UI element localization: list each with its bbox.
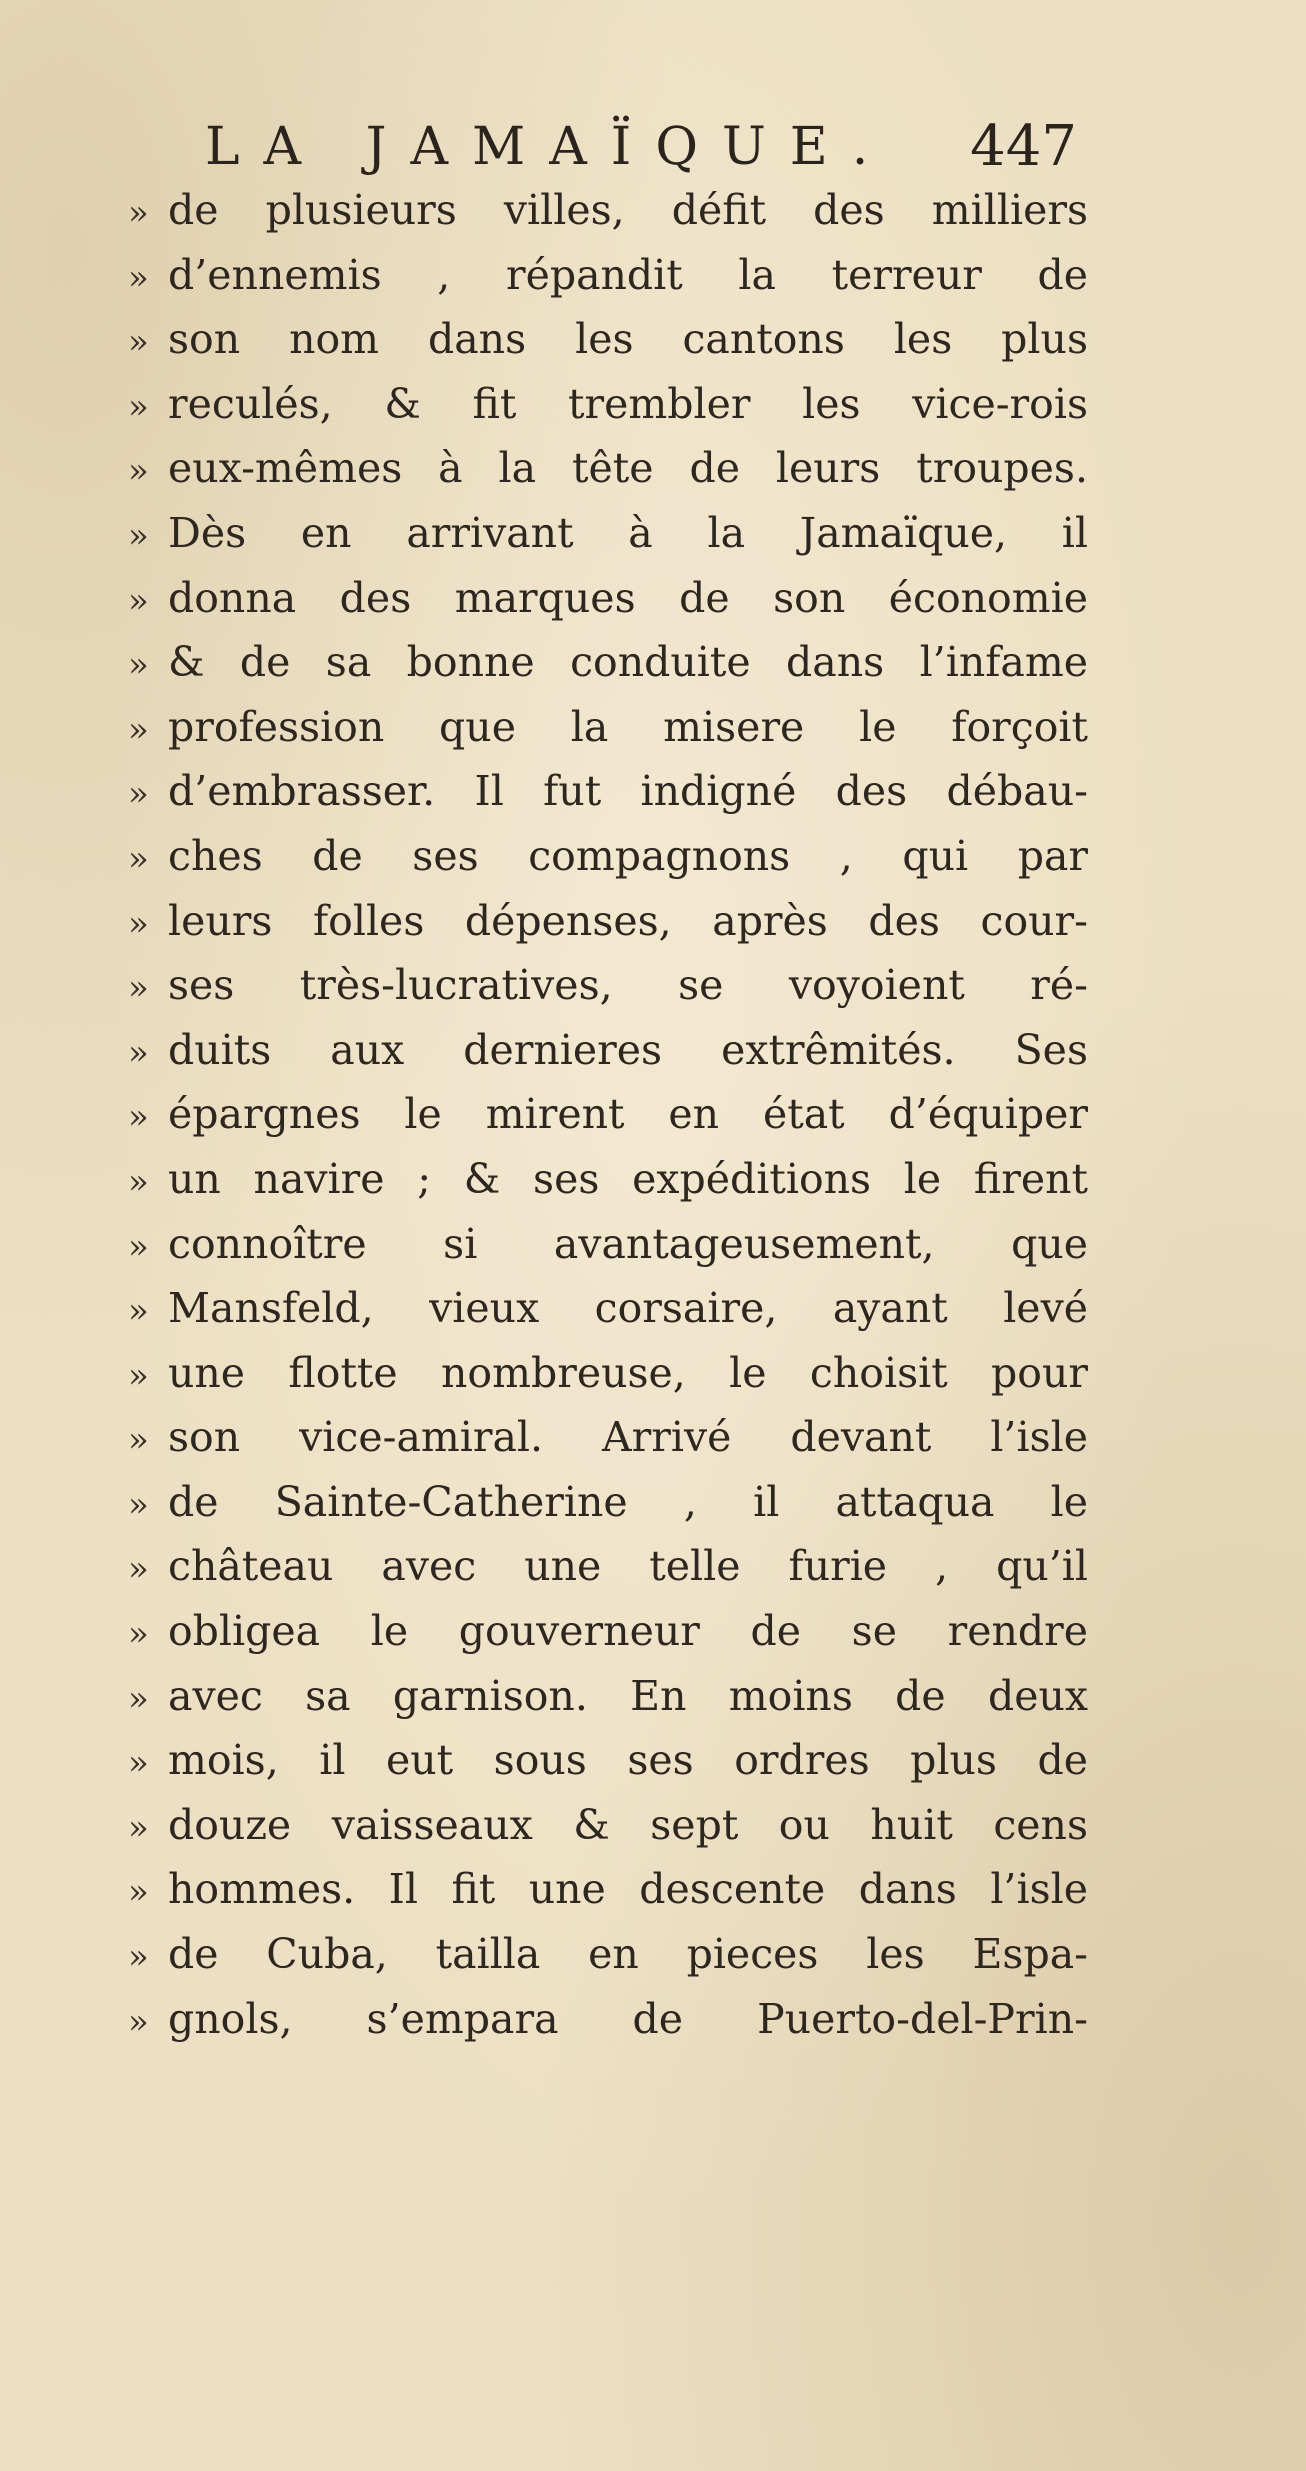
quote-mark: » — [128, 386, 149, 427]
text-line — [128, 630, 1088, 695]
quote-mark: » — [128, 1355, 149, 1396]
line-text: de Cuba, tailla en pieces les Espa- — [168, 1930, 1088, 1979]
text-line — [128, 1018, 1088, 1083]
line-text: douze vaisseaux & sept ou huit cens — [168, 1800, 1088, 1849]
text-line — [128, 436, 1088, 501]
line-text: gnols, s’empara de Puerto-del-Prin- — [168, 1994, 1088, 2043]
text-line — [128, 1857, 1088, 1922]
text-line — [128, 1793, 1088, 1858]
running-title: LA JAMAÏQUE. — [205, 117, 893, 177]
line-text: ches de ses compagnons , qui par — [168, 831, 1088, 880]
text-line — [128, 1987, 1088, 2052]
quote-mark: » — [128, 838, 149, 879]
text-line — [128, 501, 1088, 566]
quote-mark: » — [128, 257, 149, 298]
text-line — [128, 372, 1088, 437]
line-text: un navire ; & ses expéditions le firent — [168, 1154, 1088, 1203]
line-text: hommes. Il fit une descente dans l’isle — [168, 1865, 1088, 1914]
line-text: son nom dans les cantons les plus — [168, 315, 1088, 364]
quote-mark: » — [128, 1420, 149, 1461]
quote-mark: » — [128, 1678, 149, 1719]
line-text: d’ennemis , répandit la terreur de — [168, 250, 1088, 299]
quote-mark: » — [128, 193, 149, 233]
quote-mark: » — [128, 1807, 149, 1848]
text-line — [128, 1599, 1088, 1664]
text-line — [128, 1082, 1088, 1147]
line-text: Mansfeld, vieux corsaire, ayant levé — [168, 1284, 1088, 1333]
text-line — [128, 1922, 1088, 1987]
line-text: donna des marques de son économie — [168, 573, 1088, 622]
quote-mark: » — [128, 709, 149, 750]
text-line — [128, 1664, 1088, 1729]
quote-mark: » — [128, 1614, 149, 1655]
quote-mark: » — [128, 1549, 149, 1590]
quote-mark: » — [128, 1872, 149, 1913]
text-line — [128, 695, 1088, 760]
text-line — [128, 1147, 1088, 1212]
quote-mark: » — [128, 1161, 149, 1202]
line-text: duits aux dernieres extrêmités. Ses — [168, 1025, 1088, 1074]
quote-mark: » — [128, 903, 149, 944]
line-text: château avec une telle furie , qu’il — [168, 1542, 1088, 1591]
line-text: leurs folles dépenses, après des cour- — [168, 896, 1088, 945]
text-line — [128, 1728, 1088, 1793]
quote-mark: » — [128, 580, 149, 621]
quote-mark: » — [128, 774, 149, 815]
line-text: ses très-lucratives, se voyoient ré- — [168, 961, 1088, 1010]
quote-mark: » — [128, 1291, 149, 1332]
line-text: connoître si avantageusement, que — [168, 1219, 1088, 1268]
line-text: épargnes le mirent en état d’équiper — [168, 1090, 1088, 1139]
line-text: de Sainte-Catherine , il attaqua le — [168, 1477, 1088, 1526]
quote-mark: » — [128, 1032, 149, 1073]
quote-mark: » — [128, 968, 149, 1009]
line-text: Dès en arrivant à la Jamaïque, il — [168, 508, 1088, 557]
quote-mark: » — [128, 1937, 149, 1978]
text-line — [128, 1276, 1088, 1341]
line-text: d’embrasser. Il fut indigné des débau- — [168, 767, 1088, 816]
line-text: & de sa bonne conduite dans l’infame — [168, 638, 1088, 687]
quote-mark: » — [128, 1743, 149, 1784]
quote-mark: » — [128, 2001, 149, 2042]
text-line — [128, 889, 1088, 954]
body-text — [128, 178, 1088, 2051]
line-text: eux-mêmes à la tête de leurs troupes. — [168, 444, 1088, 493]
line-text: profession que la misere le forçoit — [168, 702, 1088, 751]
line-text: de plusieurs villes, défit des milliers — [168, 186, 1088, 234]
text-line — [128, 1405, 1088, 1470]
quote-mark: » — [128, 645, 149, 686]
text-line — [128, 953, 1088, 1018]
text-line — [128, 1212, 1088, 1277]
text-line — [128, 307, 1088, 372]
quote-mark: » — [128, 322, 149, 363]
line-text: reculés, & fit trembler les vice-rois — [168, 379, 1088, 428]
text-line — [128, 1341, 1088, 1406]
quote-mark: » — [128, 1484, 149, 1525]
line-text: mois, il eut sous ses ordres plus de — [168, 1736, 1088, 1785]
text-line — [128, 1470, 1088, 1535]
text-line — [128, 759, 1088, 824]
quote-mark: » — [128, 1097, 149, 1138]
page-number: 447 — [970, 114, 1077, 179]
line-text: obligea le gouverneur de se rendre — [168, 1607, 1088, 1656]
quote-mark: » — [128, 515, 149, 556]
text-line — [128, 1534, 1088, 1599]
quote-mark: » — [128, 1226, 149, 1267]
quote-mark: » — [128, 451, 149, 492]
text-line — [128, 178, 1088, 243]
page-header — [205, 112, 1085, 182]
text-line — [128, 243, 1088, 308]
line-text: son vice-amiral. Arrivé devant l’isle — [168, 1413, 1088, 1462]
line-text: une flotte nombreuse, le choisit pour — [168, 1348, 1088, 1397]
line-text: avec sa garnison. En moins de deux — [168, 1671, 1088, 1720]
text-line — [128, 566, 1088, 631]
text-line — [128, 824, 1088, 889]
